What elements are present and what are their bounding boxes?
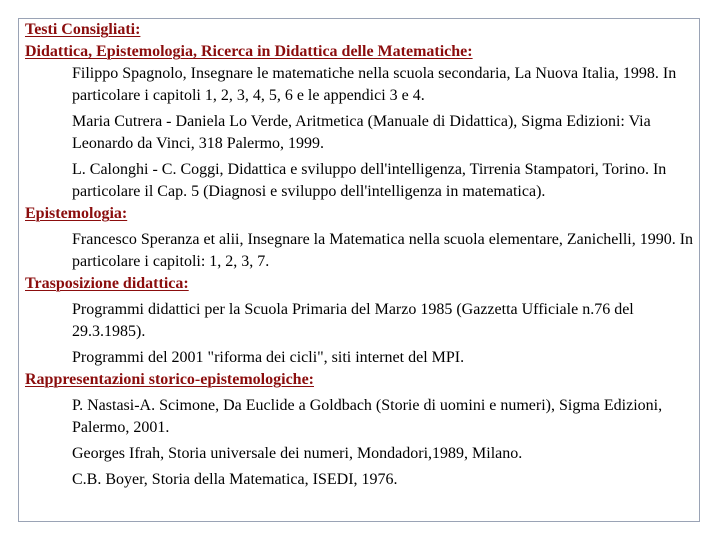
- reference-programmi-2001: Programmi del 2001 "riforma dei cicli", siti internet del MPI.: [72, 349, 465, 366]
- section-heading-didattica: Didattica, Epistemologia, Ricerca in Didattica delle Matematiche:: [25, 43, 473, 60]
- reference-nastasi: P. Nastasi-A. Scimone, Da Euclide a Goldbach (Storie di uomini e numeri), Sigma Edizioni, Palermo, 2001.: [72, 397, 663, 436]
- section-heading-testi-consigliati: Testi Consigliati:: [25, 21, 141, 38]
- reference-boyer: C.B. Boyer, Storia della Matematica, ISEDI, 1976.: [72, 471, 398, 488]
- reference-cutrera: Maria Cutrera - Daniela Lo Verde, Aritmetica (Manuale di Didattica), Sigma Edizioni: Via Leonardo da Vinci, 318 Palermo, 1999.: [72, 113, 651, 152]
- reference-ifrah: Georges Ifrah, Storia universale dei numeri, Mondadori,1989, Milano.: [72, 445, 523, 462]
- reference-programmi-1985: Programmi didattici per la Scuola Primaria del Marzo 1985 (Gazzetta Ufficiale n.76 del 29.3.1985).: [72, 301, 634, 340]
- references-list: [25, 19, 705, 491]
- reference-spagnolo: Filippo Spagnolo, Insegnare le matematiche nella scuola secondaria, La Nuova Italia, 1998. In particolare i capitoli 1, 2, 3, 4, 5, 6 e le appendici 3 e 4.: [72, 65, 677, 104]
- reference-calonghi: L. Calonghi - C. Coggi, Didattica e sviluppo dell'intelligenza, Tirrenia Stampatori, Torino. In particolare il Cap. 5 (Diagnosi e sviluppo dell'intelligenza in matematica).: [72, 161, 667, 200]
- section-heading-trasposizione: Trasposizione didattica:: [25, 275, 189, 292]
- section-heading-epistemologia: Epistemologia:: [25, 205, 128, 222]
- reference-speranza: Francesco Speranza et alii, Insegnare la Matematica nella scuola elementare, Zanichelli, 1990. In particolare i capitoli: 1, 2, 3, 7.: [72, 231, 694, 270]
- section-heading-rappresentazioni: Rappresentazioni storico-epistemologiche:: [25, 371, 314, 388]
